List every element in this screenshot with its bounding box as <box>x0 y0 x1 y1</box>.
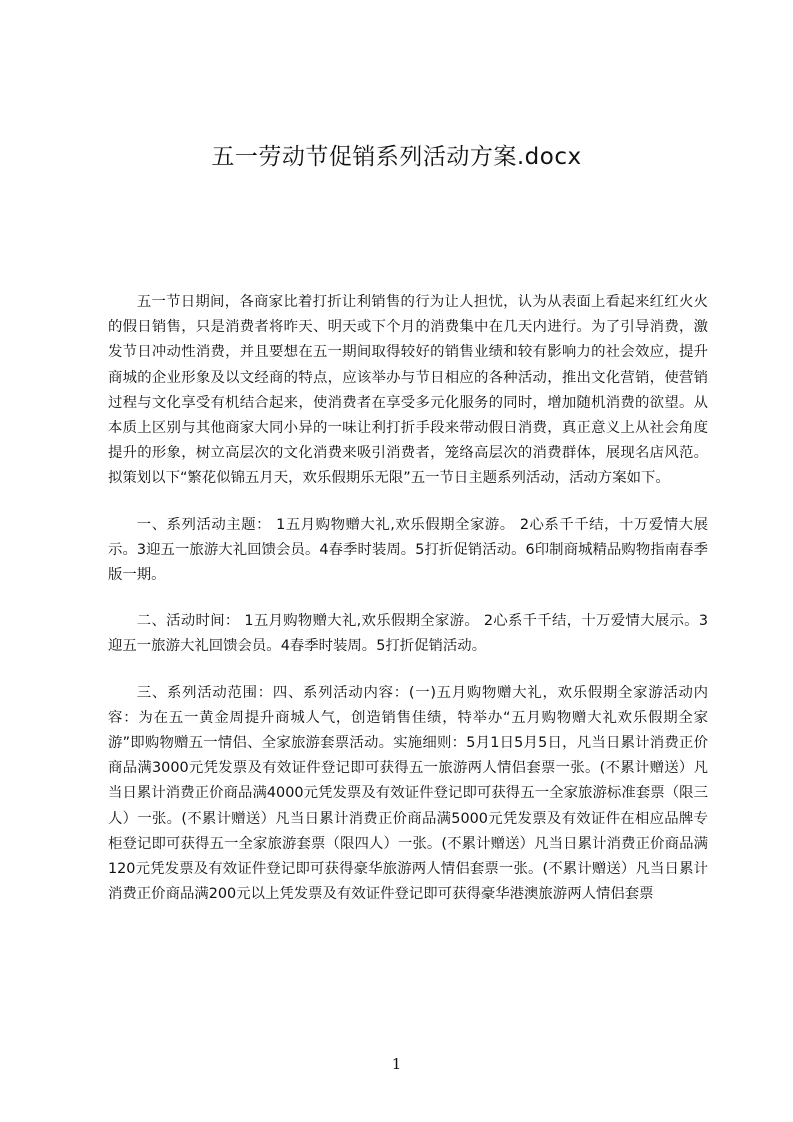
paragraph-activity-time: 二、活动时间： 1五月购物赠大礼,欢乐假期全家游。 2心系千千结，十万爱情大展示。3迎五一旅游大礼回馈会员。4春季时装周。5打折促销活动。 <box>108 613 708 655</box>
paragraph-activity-content: 三、系列活动范围：四、系列活动内容：(一)五月购物赠大礼，欢乐假期全家游活动内容：为在五一黄金周提升商城人气，创造销售佳绩，特举办“五月购物赠大礼欢乐假期全家游”即购物赠五一情侣、全家旅游套票活动。实施细则：5月1日5月5日，凡当日累计消费正价商品满3000元凭发票及有效证件登记即可获得五一旅游两人情侣套票一张。(不累计赠送）凡当日累计消费正价商品满4000元凭发票及有效证件登记即可获得五一全家旅游标准套票（限三人）一张。(不累计赠送）凡当日累计消费正价商品满5000元凭发票及有效证件在相应品牌专柜登记即可获得五一全家旅游套票（限四人）一张。(不累计赠送）凡当日累计消费正价商品满120元凭发票及有效证件登记即可获得豪华旅游两人情侣套票一张。(不累计赠送）凡当日累计消费正价商品满200元以上凭发票及有效证件登记即可获得豪华港澳旅游两人情侣套票 <box>108 684 708 903</box>
document-title: 五一劳动节促销系列活动方案.docx <box>211 144 582 170</box>
paragraph-activity-theme: 一、系列活动主题： 1五月购物赠大礼,欢乐假期全家游。 2心系千千结，十万爱情大展示。3迎五一旅游大礼回馈会员。4春季时装周。5打折促销活动。6印制商城精品购物指南春季版一期。 <box>108 516 708 584</box>
page-number: 1 <box>391 1055 402 1073</box>
document-body <box>108 290 708 928</box>
paragraph-intro: 五一节日期间，各商家比着打折让利销售的行为让人担忧，认为从表面上看起来红红火火的假日销售，只是消费者将昨天、明天或下个月的消费集中在几天内进行。为了引导消费，激发节日冲动性消费，并且要想在五一期间取得较好的销售业绩和较有影响力的社会效应，提升商城的企业形象及以文经商的特点，应该举办与节日相应的各种活动，推出文化营销，使营销过程与文化享受有机结合起来，使消费者在享受多元化服务的同时，增加随机消费的欲望。从本质上区别与其他商家大同小异的一味让利打折手段来带动假日消费，真正意义上从社会角度提升的形象，树立高层次的文化消费来吸引消费者，笼络高层次的消费群体，展现名店风范。拟策划以下“繁花似锦五月天，欢乐假期乐无限”五一节日主题系列活动，活动方案如下。 <box>108 294 708 487</box>
